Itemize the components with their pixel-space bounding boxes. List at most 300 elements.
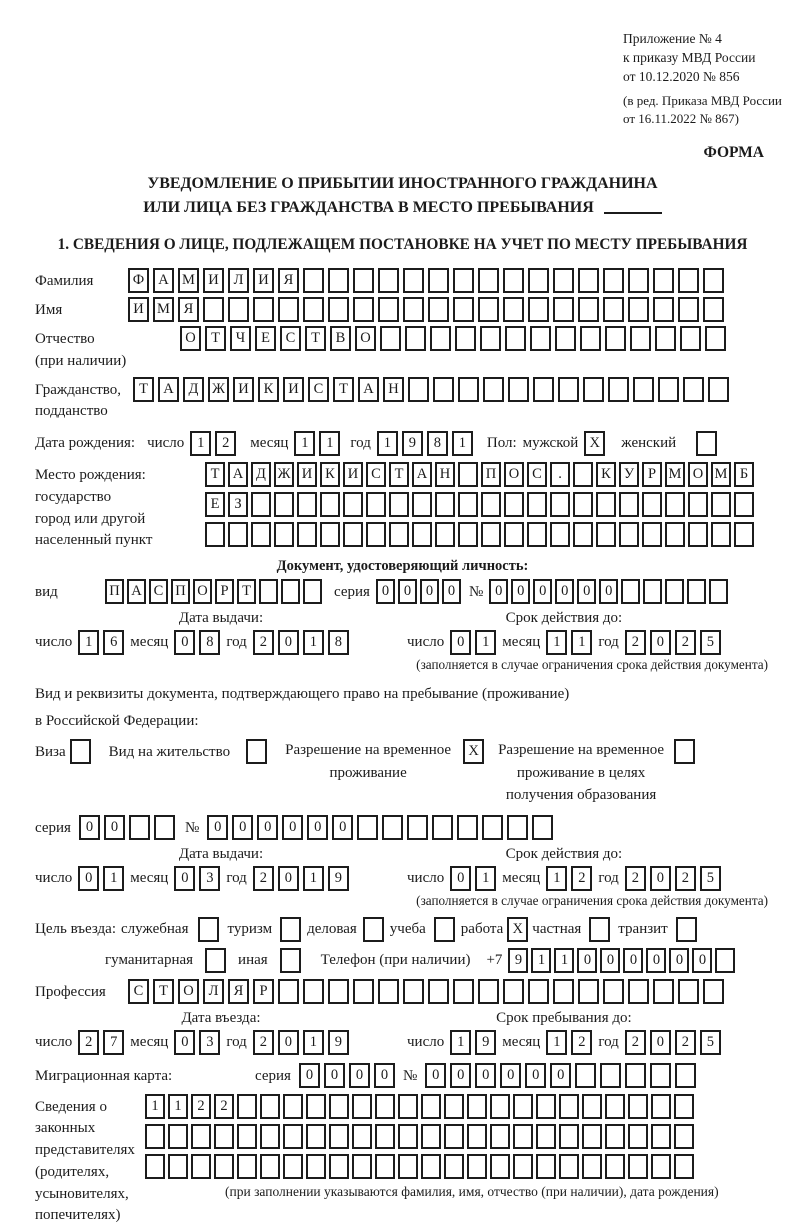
form-cell[interactable]: 0 — [374, 1063, 395, 1088]
form-cell[interactable] — [168, 1154, 188, 1179]
form-cell[interactable]: 0 — [332, 815, 353, 840]
form-cell[interactable] — [260, 1124, 280, 1149]
form-cell[interactable] — [582, 1094, 602, 1119]
form-cell[interactable] — [353, 268, 374, 293]
form-cell[interactable] — [628, 1124, 648, 1149]
form-cell[interactable] — [353, 297, 374, 322]
form-cell[interactable]: 0 — [307, 815, 328, 840]
form-cell[interactable]: 0 — [78, 866, 99, 891]
form-cell[interactable]: 1 — [475, 630, 496, 655]
form-cell[interactable]: 9 — [475, 1030, 496, 1055]
form-cell[interactable] — [246, 739, 267, 764]
form-cell[interactable] — [428, 268, 449, 293]
purpose-study-checkbox[interactable] — [434, 917, 455, 942]
doc-issue-month-cells[interactable] — [174, 630, 220, 655]
form-cell[interactable] — [536, 1154, 556, 1179]
form-cell[interactable] — [435, 522, 455, 547]
form-cell[interactable]: 1 — [303, 866, 324, 891]
form-cell[interactable] — [237, 1094, 257, 1119]
form-cell[interactable] — [303, 979, 324, 1004]
form-cell[interactable] — [578, 268, 599, 293]
form-cell[interactable]: 2 — [78, 1030, 99, 1055]
form-cell[interactable]: X — [584, 431, 605, 456]
form-cell[interactable]: 0 — [442, 579, 461, 604]
form-cell[interactable] — [658, 377, 679, 402]
birthplace-cells-row1[interactable] — [205, 462, 754, 487]
female-checkbox[interactable] — [696, 431, 717, 456]
permit-issue-day-cells[interactable] — [78, 866, 124, 891]
form-cell[interactable]: 0 — [550, 1063, 571, 1088]
form-cell[interactable] — [481, 492, 501, 517]
form-cell[interactable]: С — [366, 462, 386, 487]
form-cell[interactable] — [608, 377, 629, 402]
form-cell[interactable] — [453, 979, 474, 1004]
purpose-private-checkbox[interactable] — [589, 917, 610, 942]
purpose-tourism-checkbox[interactable] — [280, 917, 301, 942]
entry-year-cells[interactable] — [253, 1030, 349, 1055]
form-cell[interactable]: 0 — [577, 579, 596, 604]
form-cell[interactable] — [513, 1094, 533, 1119]
form-cell[interactable] — [559, 1154, 579, 1179]
form-cell[interactable] — [343, 492, 363, 517]
form-cell[interactable] — [283, 1154, 303, 1179]
form-cell[interactable] — [603, 268, 624, 293]
form-cell[interactable]: 6 — [103, 630, 124, 655]
form-cell[interactable] — [389, 522, 409, 547]
form-cell[interactable]: И — [283, 377, 304, 402]
form-cell[interactable]: О — [504, 462, 524, 487]
form-cell[interactable] — [380, 326, 401, 351]
form-cell[interactable] — [329, 1094, 349, 1119]
form-cell[interactable] — [467, 1154, 487, 1179]
form-cell[interactable] — [621, 579, 640, 604]
form-cell[interactable] — [328, 979, 349, 1004]
form-cell[interactable]: 1 — [319, 431, 340, 456]
form-cell[interactable] — [297, 492, 317, 517]
form-cell[interactable] — [453, 297, 474, 322]
form-cell[interactable] — [228, 522, 248, 547]
form-cell[interactable] — [433, 377, 454, 402]
form-cell[interactable] — [603, 979, 624, 1004]
form-cell[interactable]: 2 — [215, 431, 236, 456]
form-cell[interactable]: Р — [253, 979, 274, 1004]
form-cell[interactable]: 9 — [402, 431, 423, 456]
form-cell[interactable]: Е — [205, 492, 225, 517]
form-cell[interactable]: 8 — [328, 630, 349, 655]
form-cell[interactable] — [619, 522, 639, 547]
permit-issue-month-cells[interactable] — [174, 866, 220, 891]
form-cell[interactable] — [129, 815, 150, 840]
form-cell[interactable] — [320, 522, 340, 547]
form-cell[interactable] — [633, 377, 654, 402]
form-cell[interactable] — [653, 979, 674, 1004]
form-cell[interactable] — [329, 1154, 349, 1179]
form-cell[interactable]: 0 — [646, 948, 666, 973]
form-cell[interactable] — [203, 297, 224, 322]
form-cell[interactable] — [306, 1154, 326, 1179]
form-cell[interactable]: П — [481, 462, 501, 487]
form-cell[interactable]: . — [550, 462, 570, 487]
form-cell[interactable] — [357, 815, 378, 840]
form-cell[interactable] — [630, 326, 651, 351]
form-cell[interactable]: С — [308, 377, 329, 402]
form-cell[interactable]: Т — [305, 326, 326, 351]
form-cell[interactable]: 0 — [692, 948, 712, 973]
form-cell[interactable] — [458, 377, 479, 402]
form-cell[interactable] — [458, 522, 478, 547]
form-cell[interactable] — [253, 297, 274, 322]
form-cell[interactable]: 2 — [253, 630, 274, 655]
form-cell[interactable] — [642, 522, 662, 547]
form-cell[interactable] — [578, 979, 599, 1004]
form-cell[interactable] — [678, 297, 699, 322]
form-cell[interactable]: А — [158, 377, 179, 402]
form-cell[interactable]: 9 — [508, 948, 528, 973]
form-cell[interactable]: Т — [153, 979, 174, 1004]
form-cell[interactable] — [352, 1154, 372, 1179]
form-cell[interactable] — [575, 1063, 596, 1088]
form-cell[interactable] — [389, 492, 409, 517]
purpose-business-checkbox[interactable] — [363, 917, 384, 942]
form-cell[interactable] — [467, 1124, 487, 1149]
form-cell[interactable] — [375, 1094, 395, 1119]
stay-day-cells[interactable] — [450, 1030, 496, 1055]
form-cell[interactable] — [432, 815, 453, 840]
form-cell[interactable] — [711, 492, 731, 517]
form-cell[interactable]: 1 — [103, 866, 124, 891]
form-cell[interactable]: Н — [383, 377, 404, 402]
form-cell[interactable] — [528, 979, 549, 1004]
purpose-other-checkbox[interactable] — [280, 948, 301, 973]
form-cell[interactable] — [482, 815, 503, 840]
form-cell[interactable]: 9 — [328, 866, 349, 891]
form-cell[interactable] — [600, 1063, 621, 1088]
form-cell[interactable]: 0 — [450, 866, 471, 891]
form-cell[interactable] — [366, 492, 386, 517]
form-cell[interactable] — [582, 1154, 602, 1179]
form-cell[interactable]: И — [343, 462, 363, 487]
form-cell[interactable]: Т — [237, 579, 256, 604]
form-cell[interactable] — [628, 1154, 648, 1179]
form-cell[interactable] — [605, 1094, 625, 1119]
form-cell[interactable] — [403, 268, 424, 293]
form-cell[interactable] — [683, 377, 704, 402]
form-cell[interactable] — [527, 522, 547, 547]
form-cell[interactable] — [550, 522, 570, 547]
profession-cells[interactable] — [128, 979, 724, 1004]
form-cell[interactable] — [283, 1094, 303, 1119]
form-cell[interactable]: Л — [228, 268, 249, 293]
form-cell[interactable]: О — [178, 979, 199, 1004]
form-cell[interactable] — [398, 1094, 418, 1119]
form-cell[interactable]: Б — [734, 462, 754, 487]
form-cell[interactable]: Т — [205, 326, 226, 351]
form-cell[interactable] — [580, 326, 601, 351]
form-cell[interactable]: 2 — [571, 1030, 592, 1055]
form-cell[interactable]: 8 — [427, 431, 448, 456]
form-cell[interactable] — [628, 979, 649, 1004]
form-cell[interactable] — [145, 1154, 165, 1179]
form-cell[interactable] — [665, 492, 685, 517]
form-cell[interactable]: 0 — [324, 1063, 345, 1088]
form-cell[interactable] — [705, 326, 726, 351]
form-cell[interactable] — [421, 1094, 441, 1119]
male-checkbox[interactable] — [584, 431, 605, 456]
form-cell[interactable] — [428, 979, 449, 1004]
form-cell[interactable] — [734, 492, 754, 517]
form-cell[interactable]: О — [180, 326, 201, 351]
form-cell[interactable]: 2 — [571, 866, 592, 891]
form-cell[interactable] — [70, 739, 91, 764]
form-cell[interactable] — [478, 297, 499, 322]
form-cell[interactable]: 0 — [79, 815, 100, 840]
form-cell[interactable] — [678, 268, 699, 293]
form-cell[interactable] — [408, 377, 429, 402]
form-cell[interactable] — [533, 377, 554, 402]
form-cell[interactable] — [214, 1124, 234, 1149]
form-cell[interactable] — [303, 268, 324, 293]
representatives-cells-row3[interactable] — [145, 1154, 719, 1179]
migration-number-cells[interactable] — [425, 1063, 696, 1088]
form-cell[interactable]: Я — [278, 268, 299, 293]
form-cell[interactable] — [191, 1154, 211, 1179]
form-cell[interactable] — [329, 1124, 349, 1149]
form-cell[interactable]: 0 — [278, 630, 299, 655]
form-cell[interactable] — [352, 1124, 372, 1149]
form-cell[interactable]: М — [178, 268, 199, 293]
form-cell[interactable]: 1 — [145, 1094, 165, 1119]
doc-type-cells[interactable] — [105, 579, 322, 604]
form-cell[interactable] — [306, 1094, 326, 1119]
form-cell[interactable] — [353, 979, 374, 1004]
form-cell[interactable]: 0 — [278, 1030, 299, 1055]
form-cell[interactable] — [467, 1094, 487, 1119]
purpose-humanitarian-checkbox[interactable] — [205, 948, 226, 973]
permit-validity-month-cells[interactable] — [546, 866, 592, 891]
form-cell[interactable]: И — [233, 377, 254, 402]
form-cell[interactable]: 2 — [253, 1030, 274, 1055]
form-cell[interactable] — [675, 1063, 696, 1088]
form-cell[interactable] — [478, 979, 499, 1004]
form-cell[interactable] — [504, 522, 524, 547]
form-cell[interactable]: 2 — [675, 1030, 696, 1055]
form-cell[interactable] — [651, 1124, 671, 1149]
form-cell[interactable]: А — [153, 268, 174, 293]
form-cell[interactable]: Д — [251, 462, 271, 487]
form-cell[interactable] — [328, 297, 349, 322]
form-cell[interactable]: 0 — [425, 1063, 446, 1088]
form-cell[interactable] — [481, 522, 501, 547]
form-cell[interactable]: 0 — [174, 630, 195, 655]
form-cell[interactable] — [589, 917, 610, 942]
doc-validity-month-cells[interactable] — [546, 630, 592, 655]
form-cell[interactable]: А — [412, 462, 432, 487]
form-cell[interactable] — [457, 815, 478, 840]
form-cell[interactable] — [703, 297, 724, 322]
form-cell[interactable]: О — [193, 579, 212, 604]
form-cell[interactable]: 1 — [452, 431, 473, 456]
form-cell[interactable] — [503, 979, 524, 1004]
form-cell[interactable]: X — [463, 739, 484, 764]
birth-day-cells[interactable] — [190, 431, 236, 456]
form-cell[interactable]: М — [665, 462, 685, 487]
form-cell[interactable] — [403, 979, 424, 1004]
form-cell[interactable] — [458, 462, 478, 487]
form-cell[interactable] — [688, 492, 708, 517]
form-cell[interactable] — [260, 1154, 280, 1179]
form-cell[interactable] — [205, 948, 226, 973]
birth-year-cells[interactable] — [377, 431, 473, 456]
form-cell[interactable] — [558, 377, 579, 402]
form-cell[interactable]: Ж — [208, 377, 229, 402]
form-cell[interactable]: 0 — [555, 579, 574, 604]
form-cell[interactable] — [578, 297, 599, 322]
form-cell[interactable] — [513, 1124, 533, 1149]
form-cell[interactable] — [328, 268, 349, 293]
form-cell[interactable] — [503, 297, 524, 322]
form-cell[interactable] — [688, 522, 708, 547]
form-cell[interactable] — [375, 1124, 395, 1149]
form-cell[interactable]: 0 — [577, 948, 597, 973]
form-cell[interactable]: Р — [642, 462, 662, 487]
edu-residence-permit-checkbox[interactable] — [674, 739, 695, 764]
form-cell[interactable]: 0 — [174, 866, 195, 891]
form-cell[interactable] — [366, 522, 386, 547]
form-cell[interactable]: 0 — [232, 815, 253, 840]
form-cell[interactable]: 2 — [253, 866, 274, 891]
purpose-transit-checkbox[interactable] — [676, 917, 697, 942]
form-cell[interactable] — [297, 522, 317, 547]
form-cell[interactable] — [444, 1094, 464, 1119]
form-cell[interactable] — [573, 492, 593, 517]
form-cell[interactable]: А — [228, 462, 248, 487]
form-cell[interactable]: Я — [178, 297, 199, 322]
form-cell[interactable]: 0 — [650, 1030, 671, 1055]
form-cell[interactable]: 1 — [168, 1094, 188, 1119]
form-cell[interactable] — [320, 492, 340, 517]
form-cell[interactable] — [550, 492, 570, 517]
form-cell[interactable] — [596, 522, 616, 547]
form-cell[interactable] — [709, 579, 728, 604]
form-cell[interactable]: 0 — [420, 579, 439, 604]
form-cell[interactable]: 0 — [650, 630, 671, 655]
form-cell[interactable] — [628, 1094, 648, 1119]
form-cell[interactable]: И — [297, 462, 317, 487]
form-cell[interactable]: X — [507, 917, 528, 942]
form-cell[interactable] — [674, 739, 695, 764]
form-cell[interactable]: 0 — [257, 815, 278, 840]
form-cell[interactable]: 1 — [554, 948, 574, 973]
form-cell[interactable] — [363, 917, 384, 942]
form-cell[interactable] — [458, 492, 478, 517]
permit-issue-year-cells[interactable] — [253, 866, 349, 891]
form-cell[interactable]: 8 — [199, 630, 220, 655]
birthplace-cells-row2[interactable] — [205, 492, 754, 517]
form-cell[interactable] — [536, 1124, 556, 1149]
permit-number-cells[interactable] — [207, 815, 553, 840]
form-cell[interactable] — [490, 1124, 510, 1149]
form-cell[interactable] — [678, 979, 699, 1004]
form-cell[interactable]: С — [280, 326, 301, 351]
form-cell[interactable] — [674, 1124, 694, 1149]
form-cell[interactable] — [435, 492, 455, 517]
form-cell[interactable] — [306, 1124, 326, 1149]
form-cell[interactable] — [504, 492, 524, 517]
form-cell[interactable] — [711, 522, 731, 547]
form-cell[interactable] — [237, 1124, 257, 1149]
form-cell[interactable] — [421, 1154, 441, 1179]
stay-year-cells[interactable] — [625, 1030, 721, 1055]
migration-seriya-cells[interactable] — [299, 1063, 395, 1088]
form-cell[interactable]: М — [153, 297, 174, 322]
form-cell[interactable] — [251, 492, 271, 517]
form-cell[interactable] — [398, 1154, 418, 1179]
form-cell[interactable] — [536, 1094, 556, 1119]
doc-issue-day-cells[interactable] — [78, 630, 124, 655]
form-cell[interactable]: Т — [205, 462, 225, 487]
form-cell[interactable] — [674, 1094, 694, 1119]
phone-cells[interactable] — [508, 948, 735, 973]
form-cell[interactable]: 3 — [199, 866, 220, 891]
form-cell[interactable]: К — [258, 377, 279, 402]
form-cell[interactable]: А — [358, 377, 379, 402]
form-cell[interactable] — [650, 1063, 671, 1088]
visa-checkbox[interactable] — [70, 739, 91, 764]
form-cell[interactable] — [674, 1154, 694, 1179]
form-cell[interactable] — [251, 522, 271, 547]
form-cell[interactable] — [228, 297, 249, 322]
form-cell[interactable]: Д — [183, 377, 204, 402]
form-cell[interactable] — [653, 297, 674, 322]
form-cell[interactable] — [205, 522, 225, 547]
form-cell[interactable]: П — [171, 579, 190, 604]
form-cell[interactable]: 1 — [294, 431, 315, 456]
form-cell[interactable] — [274, 522, 294, 547]
form-cell[interactable] — [708, 377, 729, 402]
permit-seriya-cells[interactable] — [79, 815, 175, 840]
form-cell[interactable] — [403, 297, 424, 322]
birth-month-cells[interactable] — [294, 431, 340, 456]
form-cell[interactable] — [530, 326, 551, 351]
form-cell[interactable] — [278, 297, 299, 322]
form-cell[interactable] — [628, 297, 649, 322]
form-cell[interactable] — [665, 579, 684, 604]
doc-seriya-cells[interactable] — [376, 579, 461, 604]
form-cell[interactable] — [303, 297, 324, 322]
form-cell[interactable] — [378, 268, 399, 293]
form-cell[interactable]: С — [527, 462, 547, 487]
form-cell[interactable]: С — [149, 579, 168, 604]
form-cell[interactable] — [444, 1124, 464, 1149]
form-cell[interactable] — [651, 1154, 671, 1179]
form-cell[interactable]: 0 — [398, 579, 417, 604]
form-cell[interactable]: 1 — [546, 630, 567, 655]
form-cell[interactable]: 2 — [675, 866, 696, 891]
residence-permit-checkbox[interactable] — [246, 739, 267, 764]
form-cell[interactable] — [532, 815, 553, 840]
form-cell[interactable]: Р — [215, 579, 234, 604]
form-cell[interactable] — [734, 522, 754, 547]
form-cell[interactable] — [605, 326, 626, 351]
form-cell[interactable] — [715, 948, 735, 973]
form-cell[interactable]: 1 — [531, 948, 551, 973]
form-cell[interactable]: 0 — [533, 579, 552, 604]
form-cell[interactable] — [434, 917, 455, 942]
form-cell[interactable]: 1 — [78, 630, 99, 655]
form-cell[interactable]: 0 — [349, 1063, 370, 1088]
form-cell[interactable]: 0 — [299, 1063, 320, 1088]
form-cell[interactable]: 0 — [104, 815, 125, 840]
